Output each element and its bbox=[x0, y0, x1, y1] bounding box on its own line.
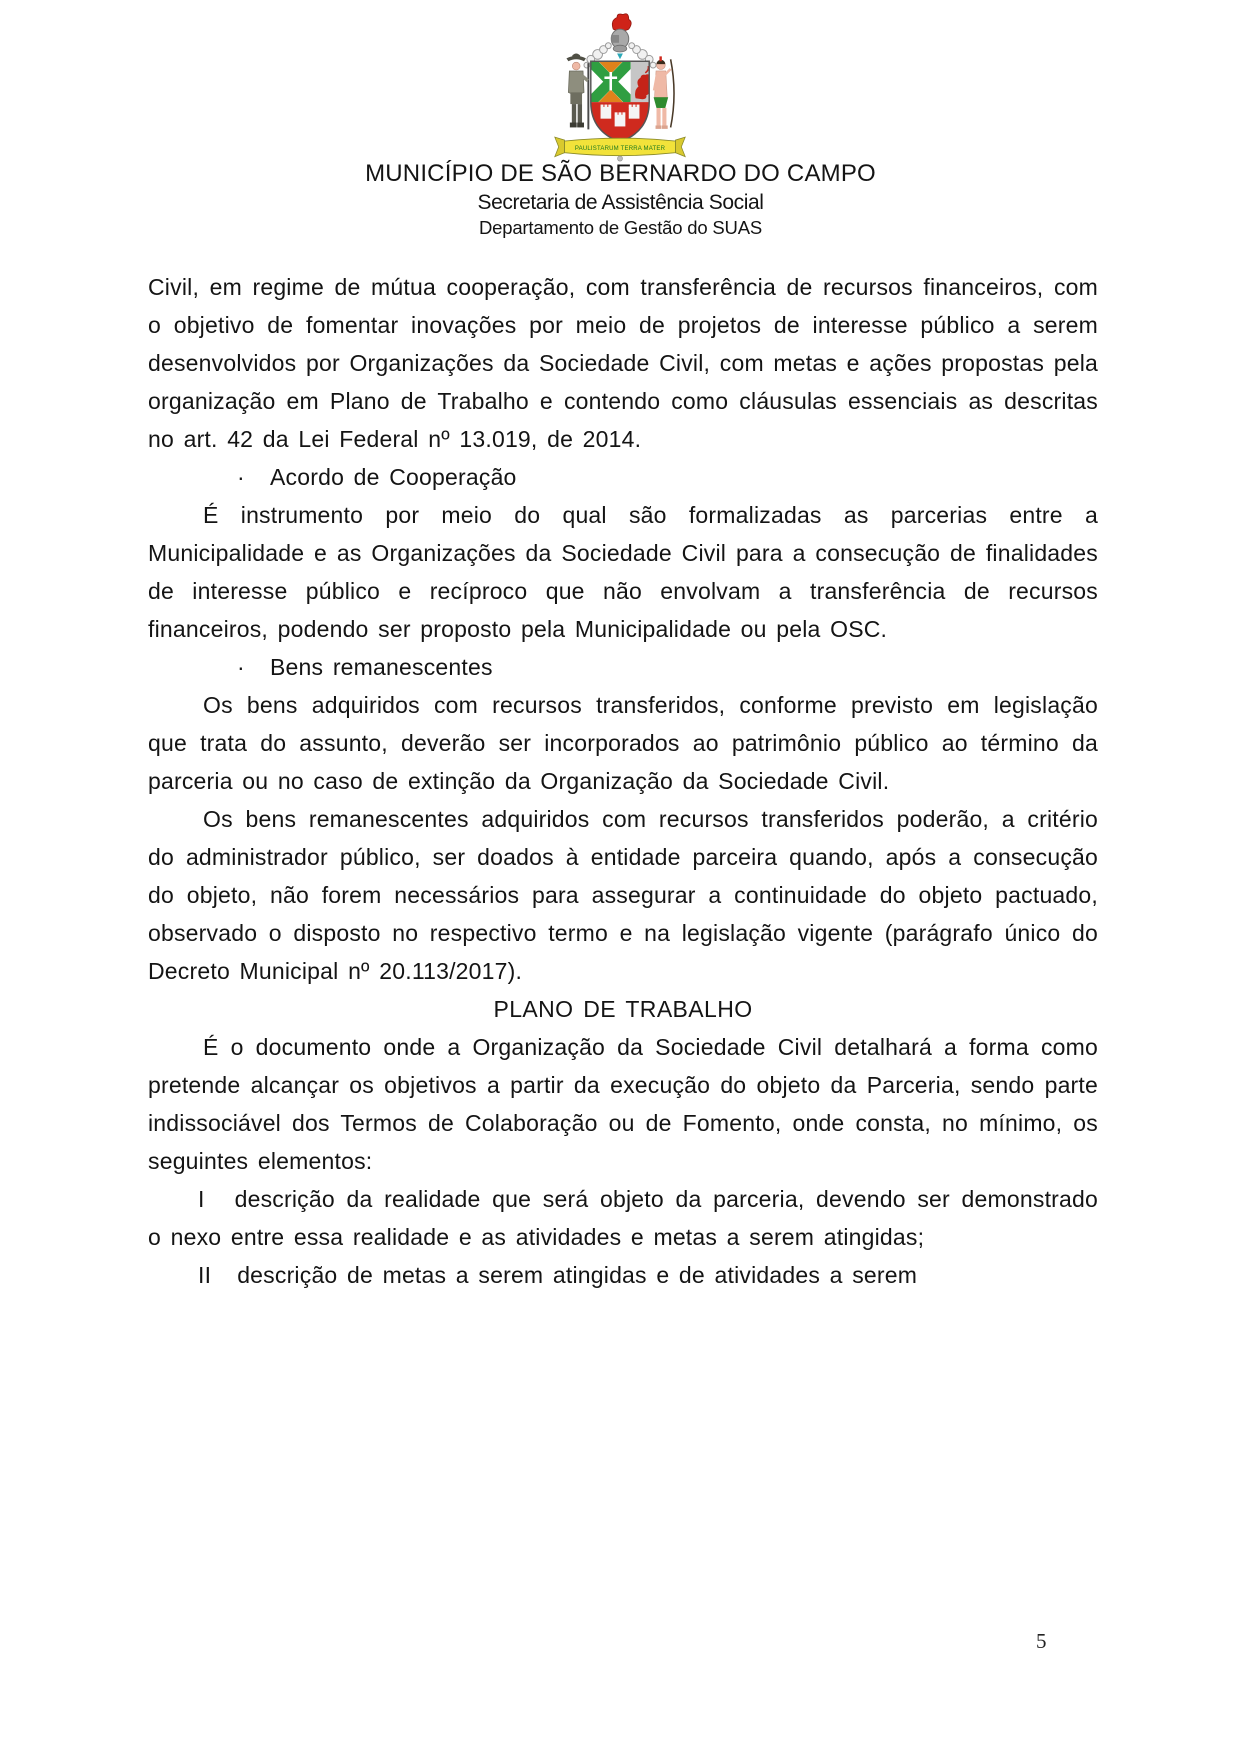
bullet-item-acordo-cooperacao bbox=[148, 458, 1098, 496]
list-item-numeral: II bbox=[198, 1262, 212, 1288]
bullet-dot-icon: · bbox=[237, 654, 245, 680]
list-item-II bbox=[148, 1256, 1098, 1294]
bullet-label: Bens remanescentes bbox=[270, 654, 493, 680]
list-item-numeral: I bbox=[198, 1186, 205, 1212]
coat-of-arms bbox=[547, 12, 693, 164]
bullet-dot-icon: · bbox=[237, 464, 245, 490]
page-number: 5 bbox=[1036, 1629, 1047, 1653]
list-item-text: descrição da realidade que será objeto da parceria, devendo ser demonstrado o nexo entre essa realidade e as atividades e metas a serem atingidas; bbox=[148, 1186, 1098, 1250]
paragraph-termo-fomento-continuation: Civil, em regime de mútua cooperação, com transferência de recursos financeiros, com o objetivo de fomentar inovações por meio de projetos de interesse público a serem desenvolvidos por Organizações da Sociedade Civil, com metas e ações propostas pela organização em Plano de Trabalho e contendo como cláusulas essenciais as descritas no art. 42 da Lei Federal nº 13.019, de 2014. bbox=[148, 274, 1098, 452]
paragraph-bens-adquiridos: Os bens adquiridos com recursos transferidos, conforme previsto em legislação que trata do assunto, deverão ser incorporados ao patrimônio público ao término da parceria ou no caso de extinção da Organização da Sociedade Civil. bbox=[148, 692, 1098, 794]
crest-motto-text: PAULISTARUM TERRA MATER bbox=[574, 145, 666, 152]
bullet-item-bens-remanescentes bbox=[148, 648, 1098, 686]
paragraph-plano-de-trabalho: É o documento onde a Organização da Sociedade Civil detalhará a forma como pretende alcançar os objetivos a partir da execução do objeto da Parceria, sendo parte indissociável dos Termos de Colaboração ou de Fomento, onde consta, no mínimo, os seguintes elementos: bbox=[148, 1034, 1098, 1174]
org-division: Departamento de Gestão do SUAS bbox=[479, 217, 762, 238]
paragraph-acordo-cooperacao: É instrumento por meio do qual são formalizadas as parcerias entre a Municipalidade e as Organizações da Sociedade Civil para a consecução de finalidades de interesse público e recíproco que não envolvam a transferência de recursos financeiros, podendo ser proposto pela Municipalidade ou pela OSC. bbox=[148, 502, 1098, 642]
section-heading-plano-de-trabalho: PLANO DE TRABALHO bbox=[493, 996, 753, 1022]
helmet bbox=[611, 29, 629, 52]
bullet-label: Acordo de Cooperação bbox=[270, 464, 517, 490]
org-name: MUNICÍPIO DE SÃO BERNARDO DO CAMPO bbox=[365, 160, 876, 187]
indigenous-figure bbox=[654, 56, 674, 129]
paragraph-bens-remanescentes: Os bens remanescentes adquiridos com recursos transferidos poderão, a critério do administrador público, ser doados à entidade parceira quando, após a consecução do objeto, não forem necessários para assegurar a continuidade do objeto pactuado, observado o disposto no respectivo termo e na legislação vigente (parágrafo único do Decreto Municipal nº 20.113/2017). bbox=[148, 806, 1098, 984]
shield bbox=[591, 61, 652, 146]
pendant-gem bbox=[617, 53, 623, 59]
list-item-text: descrição de metas a serem atingidas e de atividades a serem bbox=[237, 1262, 918, 1288]
motto-banner bbox=[555, 137, 685, 156]
org-department: Secretaria de Assistência Social bbox=[477, 191, 764, 214]
list-item-I bbox=[148, 1180, 1098, 1256]
document-body bbox=[148, 268, 1098, 1294]
crest-plume bbox=[612, 14, 631, 31]
